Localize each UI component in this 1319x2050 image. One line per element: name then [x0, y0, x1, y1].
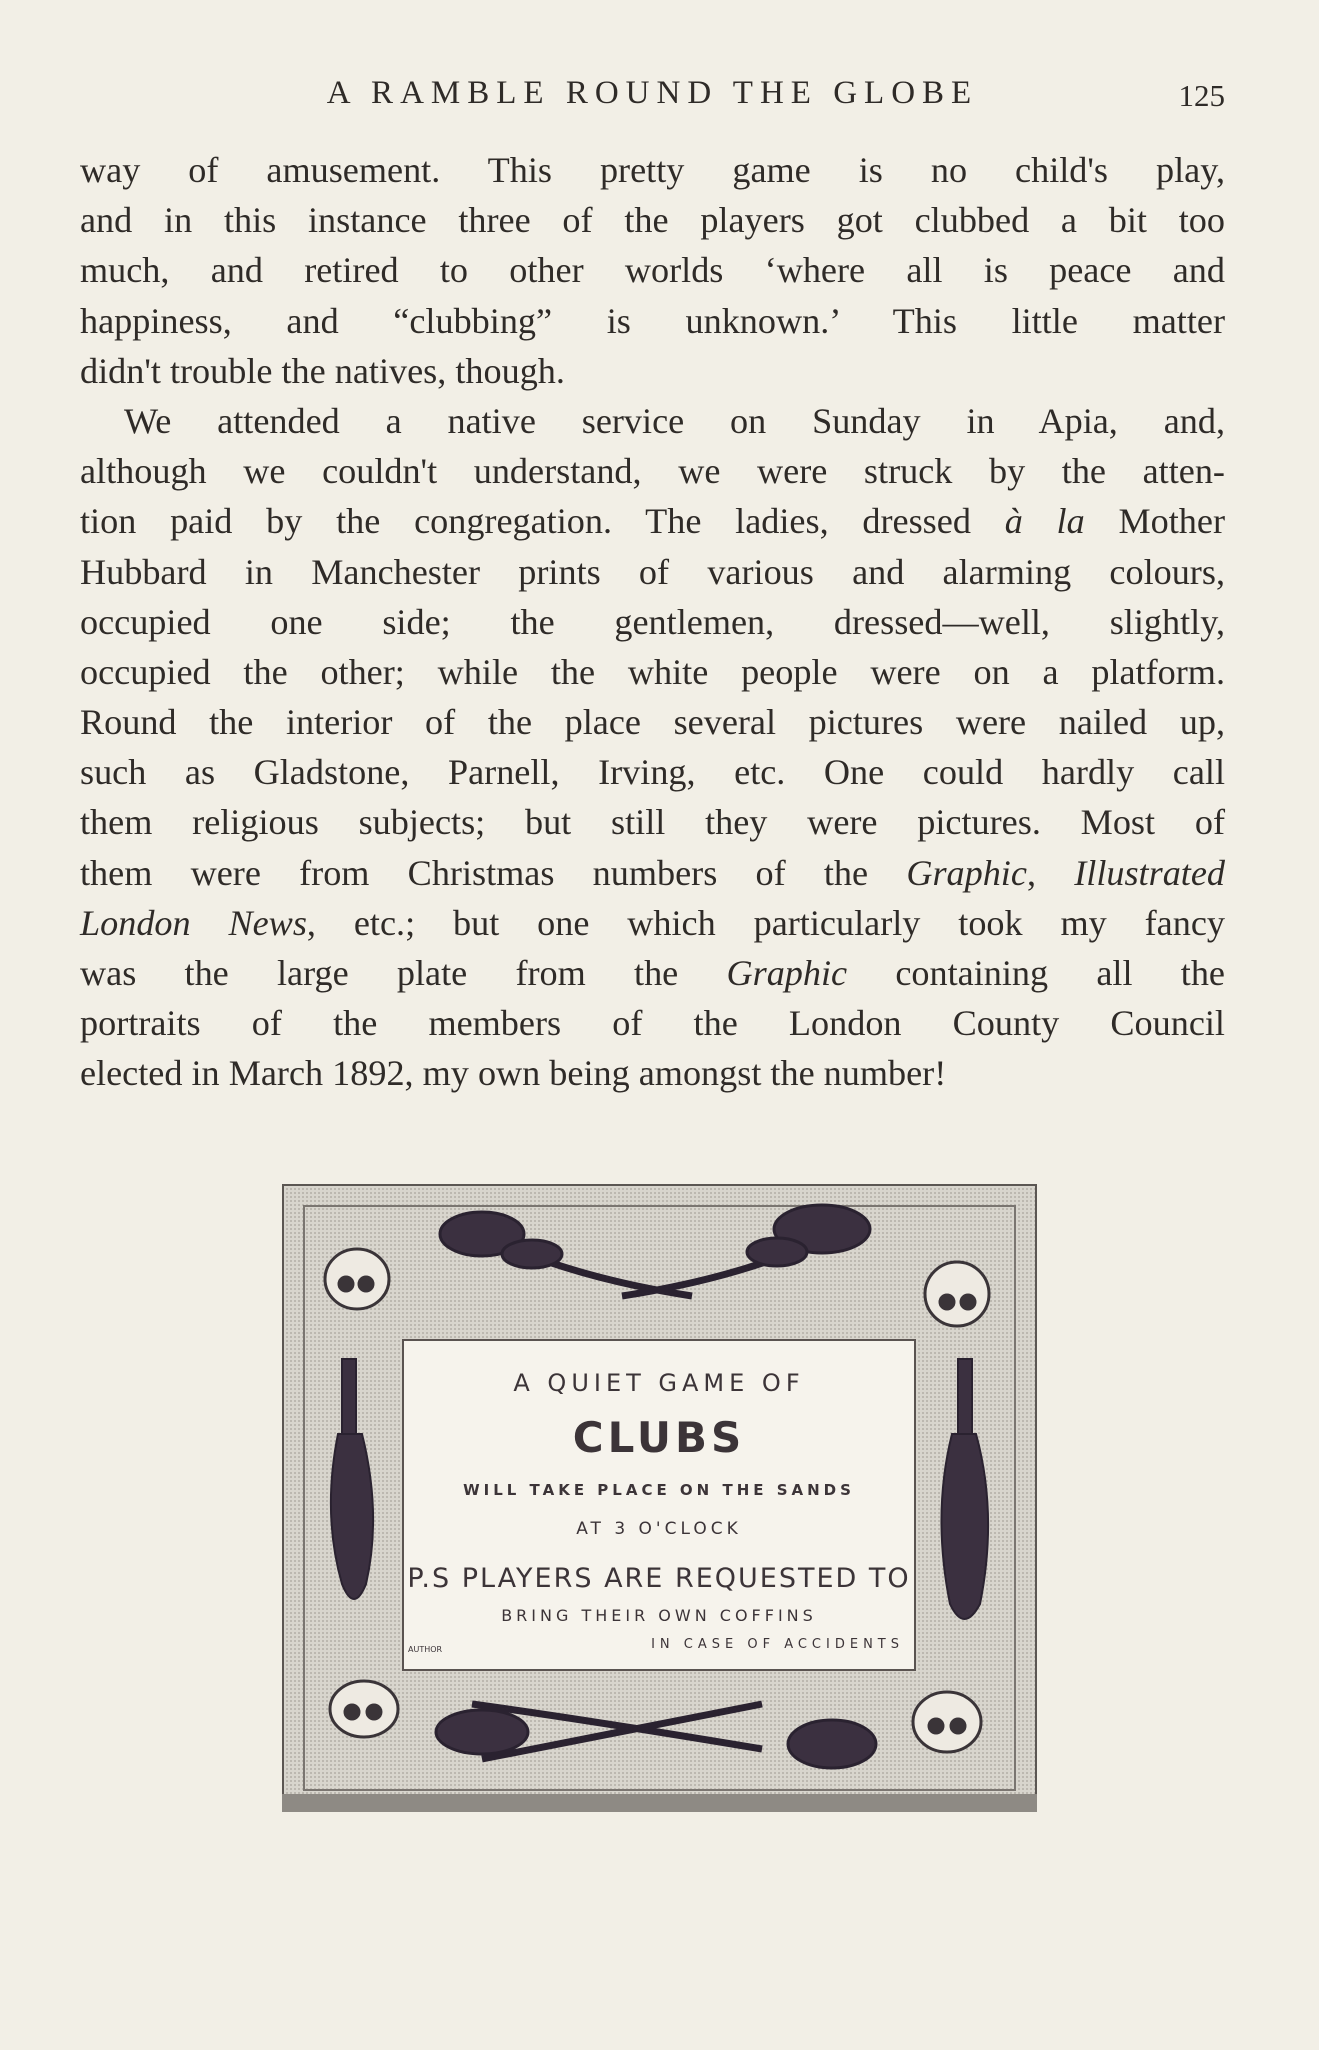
running-title: A RAMBLE ROUND THE GLOBE: [326, 75, 979, 111]
italic-phrase: à la: [1004, 501, 1085, 542]
text-run: , etc.; but one which particularly took my fancy: [306, 902, 1225, 943]
page-number: 125: [1178, 78, 1225, 113]
notice-line-title: CLUBS: [572, 1413, 746, 1462]
text-line: Round the interior of the place several pictures were nailed up,: [80, 702, 1225, 743]
text-line: although we couldn't understand, we were struck by the atten-: [80, 451, 1225, 492]
text-line: [80, 898, 1225, 948]
text-line: and in this instance three of the players got clubbed a bit too: [80, 200, 1225, 241]
notice-line-time: AT 3 O'CLOCK: [576, 1519, 742, 1539]
italic-title: Graphic: [726, 953, 848, 993]
text-run: Mother: [1084, 501, 1226, 542]
italic-title: Graphic: [906, 852, 1027, 893]
text-run: ,: [1026, 852, 1075, 893]
skull-icon: [330, 1681, 398, 1737]
text-line: Hubbard in Manchester prints of various and alarming colours,: [80, 551, 1225, 592]
skull-icon: [925, 1262, 989, 1326]
text-line: them religious subjects; but still they were pictures. Most of: [80, 802, 1225, 843]
skull-icon: [325, 1249, 389, 1309]
text-line: elected in March 1892, my own being amongst the number!: [80, 1053, 947, 1094]
notice-card: [402, 1339, 916, 1671]
text-line: happiness, and “clubbing” is unknown.’ This little matter: [80, 300, 1225, 341]
notice-line-intro: A QUIET GAME OF: [513, 1369, 805, 1397]
frame-bottom-shadow: [282, 1794, 1037, 1812]
italic-title: Illustrated: [1074, 852, 1225, 893]
text-run: containing all the: [847, 953, 1225, 993]
text-run: was the large plate from the: [80, 953, 727, 993]
text-line: We attended a native service on Sunday in Apia, and,: [124, 400, 1225, 441]
running-head: [80, 70, 1225, 120]
notice-signature: AUTHOR: [408, 1645, 443, 1654]
clubs-notice-illustration: [282, 1184, 1037, 1812]
text-line: [80, 948, 1225, 998]
text-line: such as Gladstone, Parnell, Irving, etc. One could hardly call: [80, 752, 1225, 793]
text-run: them were from Christmas numbers of the: [80, 852, 907, 893]
italic-title: London News: [80, 902, 307, 943]
notice-line-ps: P.S PLAYERS ARE REQUESTED TO: [407, 1563, 911, 1594]
text-line: occupied the other; while the white people were on a platform.: [80, 651, 1225, 692]
text-line: [80, 496, 1225, 546]
notice-line-accidents: IN CASE OF ACCIDENTS: [651, 1637, 904, 1652]
text-line: portraits of the members of the London County Council: [80, 1003, 1225, 1044]
text-line: way of amusement. This pretty game is no child's play,: [80, 150, 1225, 190]
text-run: tion paid by the congregation. The ladies, dressed: [80, 501, 1005, 542]
text-line: [80, 848, 1225, 898]
text-line: occupied one side; the gentlemen, dressed—well, slightly,: [80, 601, 1225, 642]
text-line: much, and retired to other worlds ‘where all is peace and: [80, 250, 1225, 291]
body-text: [80, 145, 1225, 1099]
notice-line-place: WILL TAKE PLACE ON THE SANDS: [463, 1481, 855, 1499]
notice-line-coffins: BRING THEIR OWN COFFINS: [501, 1606, 817, 1625]
skull-icon: [913, 1692, 981, 1752]
text-line: didn't trouble the natives, though.: [80, 350, 565, 391]
